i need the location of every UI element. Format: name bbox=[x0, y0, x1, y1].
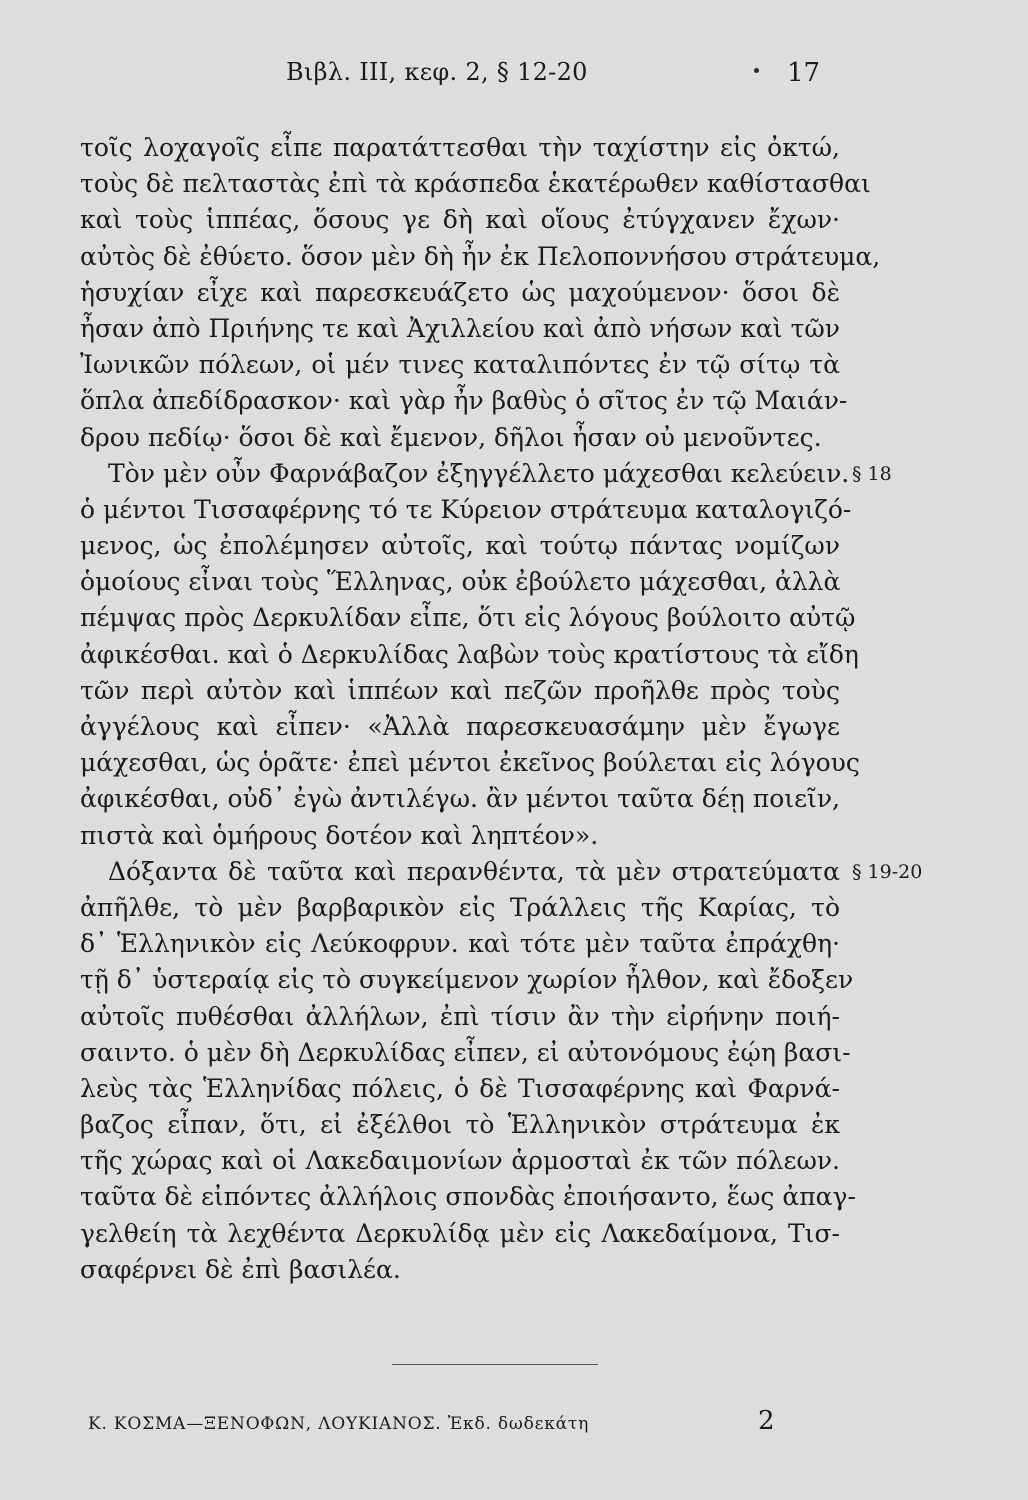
text-line-content: αὐτὸς δὲ ἐθύετο. ὅσον μὲν δὴ ἦν ἐκ Πελοποννήσου στράτευμα, bbox=[80, 241, 881, 271]
section-marginal-note: § 19-20 bbox=[852, 860, 923, 883]
text-line bbox=[80, 999, 840, 1035]
text-line bbox=[80, 347, 840, 383]
text-line bbox=[80, 890, 840, 926]
text-line bbox=[80, 420, 840, 456]
text-line-content: καὶ τοὺς ἱππέας, ὅσους γε δὴ καὶ οἵους ἐτύγχανεν ἔχων· bbox=[80, 205, 840, 235]
text-line-content: ὁ μέντοι Τισσαφέρνης τό τε Κύρειον στράτευμα καταλογιζό- bbox=[80, 494, 852, 524]
text-line bbox=[80, 1216, 840, 1252]
text-line bbox=[80, 709, 840, 745]
text-line-content: τῇ δ᾽ ὑστεραίᾳ εἰς τὸ συγκείμενον χωρίον ἦλθον, καὶ ἔδοξεν bbox=[80, 965, 854, 995]
text-line bbox=[80, 745, 860, 781]
section-marginal-note: § 18 bbox=[852, 462, 892, 485]
ink-speck bbox=[754, 68, 759, 73]
text-line-content: ἀγγέλους καὶ εἶπεν· «Ἀλλὰ παρεσκευασάμην μὲν ἔγωγε bbox=[80, 712, 840, 741]
text-line bbox=[80, 383, 848, 419]
text-line-content: αὐτοῖς πυθέσθαι ἀλλήλων, ἐπὶ τίσιν ἂν τὴν εἰρήνην ποιή- bbox=[80, 1001, 840, 1031]
text-line-content: σαιντο. ὁ μὲν δὴ Δερκυλίδας εἶπεν, εἰ αὐτονόμους ἐῴη βασι- bbox=[80, 1037, 851, 1067]
text-line-content: Ἰωνικῶν πόλεων, οἱ μέν τινες καταλιπόντες ἐν τῷ σίτῳ τὰ bbox=[80, 350, 840, 380]
text-line bbox=[80, 854, 923, 890]
text-line bbox=[80, 311, 840, 347]
text-line-content: μενος, ὡς ἐπολέμησεν αὐτοῖς, καὶ τούτῳ πάντας νομίζων bbox=[80, 531, 840, 561]
text-line bbox=[80, 239, 881, 275]
text-line-content: τῆς χώρας καὶ οἱ Λακεδαιμονίων ἁρμοσταὶ ἐκ τῶν πόλεων. bbox=[80, 1146, 840, 1176]
text-line bbox=[80, 600, 856, 636]
text-line bbox=[80, 275, 840, 311]
footer-rule bbox=[392, 1364, 598, 1365]
text-line-content: ἀπῆλθε, τὸ μὲν βαρβαρικὸν εἰς Τράλλεις τῆς Καρίας, τὸ bbox=[80, 892, 840, 922]
text-line bbox=[80, 456, 892, 492]
text-line bbox=[80, 130, 840, 166]
text-line-content: δρου πεδίῳ· ὅσοι δὲ καὶ ἔμενον, δῆλοι ἦσαν οὐ μενοῦντες. bbox=[80, 422, 822, 452]
text-line-content: πιστὰ καὶ ὁμήρους δοτέον καὶ ληπτέον». bbox=[80, 820, 599, 850]
text-line bbox=[80, 1252, 840, 1288]
text-line-content: γελθείη τὰ λεχθέντα Δερκυλίδᾳ μὲν εἰς Λακεδαίμονα, Τισ- bbox=[80, 1218, 840, 1248]
text-line-content: σαφέρνει δὲ ἐπὶ βασιλέα. bbox=[80, 1254, 401, 1284]
text-line-content: Τὸν μὲν οὖν Φαρνάβαζον ἐξηγγέλλετο μάχεσθαι κελεύειν. bbox=[108, 458, 850, 488]
text-line bbox=[80, 166, 871, 202]
text-line-content: τοῖς λοχαγοῖς εἶπε παρατάττεσθαι τὴν ταχίστην εἰς ὀκτώ, bbox=[80, 133, 840, 162]
text-line bbox=[80, 1035, 851, 1071]
text-line bbox=[80, 564, 840, 600]
body-text bbox=[80, 130, 923, 1288]
footer-imprint: Κ. ΚΟΣΜΑ—ΞΕΝΟΦΩΝ, ΛΟΥΚΙΑΝΟΣ. Ἐκδ. δωδεκάτη bbox=[88, 1414, 590, 1434]
text-line bbox=[80, 1143, 840, 1179]
signature-mark: 2 bbox=[758, 1406, 775, 1436]
text-line bbox=[80, 1179, 856, 1215]
text-line bbox=[80, 202, 840, 238]
text-line-content: πέμψας πρὸς Δερκυλίδαν εἶπε, ὅτι εἰς λόγους βούλοιτο αὐτῷ bbox=[80, 603, 856, 633]
text-line bbox=[80, 781, 840, 817]
text-line-content: ἡσυχίαν εἶχε καὶ παρεσκευάζετο ὡς μαχούμενον· ὅσοι δὲ bbox=[80, 277, 840, 307]
text-line-content: ἦσαν ἀπὸ Πριήνης τε καὶ Ἀχιλλείου καὶ ἀπὸ νήσων καὶ τῶν bbox=[80, 313, 840, 343]
text-line-content: ἀφικέσθαι, οὐδ᾽ ἐγὼ ἀντιλέγω. ἂν μέντοι ταῦτα δέῃ ποιεῖν, bbox=[80, 784, 840, 814]
text-line-content: ἀφικέσθαι. καὶ ὁ Δερκυλίδας λαβὼν τοὺς κρατίστους τὰ εἴδη bbox=[80, 639, 859, 669]
text-line-content: τοὺς δὲ πελταστὰς ἐπὶ τὰ κράσπεδα ἑκατέρωθεν καθίστασθαι bbox=[80, 169, 871, 199]
running-title: Βιβλ. ΙΙΙ, κεφ. 2, § 12-20 bbox=[286, 58, 588, 86]
text-line bbox=[80, 528, 840, 564]
text-line bbox=[80, 962, 854, 998]
text-line-content: ταῦτα δὲ εἰπόντες ἀλλήλοις σπονδὰς ἐποιήσαντο, ἕως ἀπαγ- bbox=[80, 1182, 856, 1212]
text-line bbox=[80, 637, 859, 673]
text-line bbox=[80, 1071, 840, 1107]
text-line bbox=[80, 1107, 840, 1143]
page-number: 17 bbox=[787, 58, 821, 88]
text-line bbox=[80, 492, 852, 528]
text-line bbox=[80, 926, 840, 962]
text-line-content: Δόξαντα δὲ ταῦτα καὶ περανθέντα, τὰ μὲν στρατεύματα bbox=[108, 856, 840, 886]
text-line-content: μάχεσθαι, ὡς ὁρᾶτε· ἐπεὶ μέντοι ἐκεῖνος βούλεται εἰς λόγους bbox=[80, 748, 860, 778]
text-line-content: βαζος εἶπαν, ὅτι, εἰ ἐξέλθοι τὸ Ἑλληνικὸν στράτευμα ἐκ bbox=[80, 1110, 840, 1140]
text-line-content: δ᾽ Ἑλληνικὸν εἰς Λεύκοφρυν. καὶ τότε μὲν ταῦτα ἐπράχθη· bbox=[80, 929, 840, 959]
text-line-content: ὁμοίους εἶναι τοὺς Ἕλληνας, οὐκ ἐβούλετο μάχεσθαι, ἀλλὰ bbox=[80, 567, 841, 597]
page-footer bbox=[88, 1406, 788, 1442]
text-line-content: τῶν περὶ αὐτὸν καὶ ἱππέων καὶ πεζῶν προῆλθε πρὸς τοὺς bbox=[80, 675, 840, 705]
text-line bbox=[80, 673, 840, 709]
running-head bbox=[0, 58, 1028, 98]
text-line bbox=[80, 818, 840, 854]
text-line-content: λεὺς τὰς Ἑλληνίδας πόλεις, ὁ δὲ Τισσαφέρνης καὶ Φαρνά- bbox=[80, 1073, 840, 1103]
text-line-content: ὅπλα ἀπεδίδρασκον· καὶ γὰρ ἦν βαθὺς ὁ σῖτος ἐν τῷ Μαιάν- bbox=[80, 386, 848, 416]
